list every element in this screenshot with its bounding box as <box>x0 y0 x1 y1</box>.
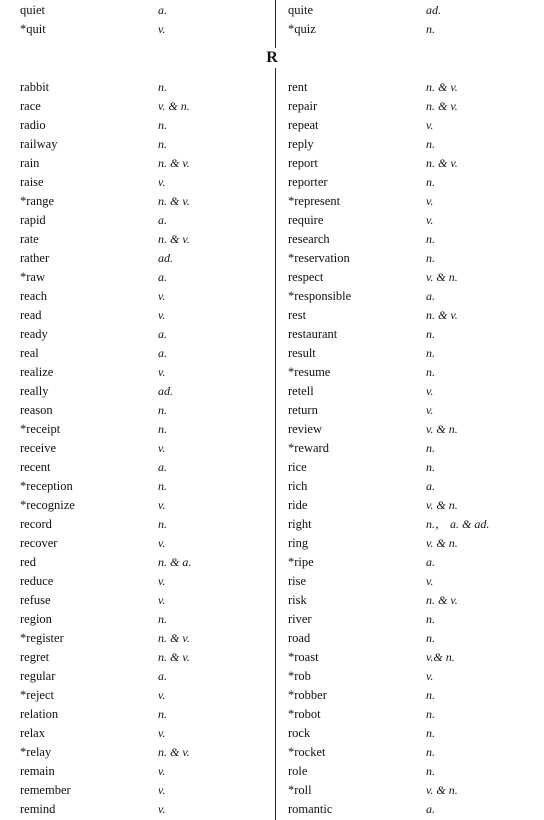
entry-pos: ad. <box>158 384 173 398</box>
list-item <box>0 572 275 591</box>
entry-word: *roast <box>288 650 319 664</box>
list-item <box>276 230 544 249</box>
list-item <box>0 610 275 629</box>
entry-pos: n. <box>158 118 167 132</box>
entry-word: *rocket <box>288 745 326 759</box>
entry-word: rise <box>288 574 307 588</box>
entry-pos: v. <box>426 384 434 398</box>
entry-pos: a. <box>158 3 167 17</box>
entry-pos: n. & v. <box>158 650 190 664</box>
entry-pos: v. <box>158 498 166 512</box>
list-item <box>276 515 544 534</box>
entry-pos: v.& n. <box>426 650 455 664</box>
list-item <box>0 553 275 572</box>
list-item <box>276 534 544 553</box>
entry-pos: v. <box>426 669 434 683</box>
list-item <box>276 648 544 667</box>
entry-word: rate <box>20 232 39 246</box>
entry-pos: n. <box>426 137 435 151</box>
entry-pos: a. <box>158 327 167 341</box>
entry-word: quiet <box>20 3 45 17</box>
list-item <box>276 629 544 648</box>
entry-pos: n. & v. <box>426 593 458 607</box>
entry-word: railway <box>20 137 58 151</box>
list-item <box>0 515 275 534</box>
list-item <box>0 781 275 800</box>
entry-pos: v. & n. <box>426 498 458 512</box>
list-item <box>276 705 544 724</box>
list-item <box>0 116 275 135</box>
list-item <box>276 249 544 268</box>
list-item <box>0 591 275 610</box>
entry-word: repair <box>288 99 318 113</box>
entry-word: rice <box>288 460 307 474</box>
entry-word: rock <box>288 726 311 740</box>
entry-pos: n. <box>426 631 435 645</box>
list-item <box>0 705 275 724</box>
entry-pos: a. <box>426 802 435 816</box>
entry-pos: ad. <box>426 3 441 17</box>
entry-word: refuse <box>20 593 51 607</box>
entry-word: *resume <box>288 365 331 379</box>
entry-word: rich <box>288 479 308 493</box>
list-item <box>0 686 275 705</box>
entry-pos: n. & a. <box>158 555 192 569</box>
entry-word: reduce <box>20 574 54 588</box>
entry-pos: n. <box>426 232 435 246</box>
list-item <box>0 211 275 230</box>
list-item <box>0 268 275 287</box>
entry-pos: n. <box>426 726 435 740</box>
entry-pos: n. & v. <box>426 308 458 322</box>
entry-pos: a. <box>158 669 167 683</box>
entry-word: raise <box>20 175 44 189</box>
list-item <box>276 287 544 306</box>
entry-pos: v. & n. <box>426 270 458 284</box>
list-item <box>0 1 275 20</box>
entry-pos: n. & v. <box>158 232 190 246</box>
entry-pos: v. <box>158 764 166 778</box>
list-item <box>276 477 544 496</box>
list-item <box>0 230 275 249</box>
entry-pos: n. <box>426 612 435 626</box>
list-item <box>276 572 544 591</box>
entry-word: reach <box>20 289 48 303</box>
entry-pos: v. <box>158 22 166 36</box>
entry-pos: n. <box>426 745 435 759</box>
entry-word: road <box>288 631 311 645</box>
entry-word: really <box>20 384 49 398</box>
entry-word: *receipt <box>20 422 61 436</box>
list-item <box>0 401 275 420</box>
list-item <box>0 78 275 97</box>
list-item <box>276 591 544 610</box>
entry-pos: ad. <box>158 251 173 265</box>
entry-pos: n. <box>426 22 435 36</box>
entry-pos: v. & n. <box>158 99 190 113</box>
entry-word: *register <box>20 631 64 645</box>
entry-pos: n. <box>426 707 435 721</box>
entry-pos: n. <box>158 422 167 436</box>
entry-pos: n. & v. <box>426 156 458 170</box>
list-item <box>0 344 275 363</box>
entry-word: return <box>288 403 318 417</box>
list-item <box>0 382 275 401</box>
entry-word: *ripe <box>288 555 314 569</box>
entry-word: reason <box>20 403 53 417</box>
list-item <box>276 344 544 363</box>
entry-pos: v. & n. <box>426 422 458 436</box>
entry-pos: a. <box>158 270 167 284</box>
entry-pos: a. <box>426 555 435 569</box>
entry-word: *robber <box>288 688 327 702</box>
list-item <box>276 363 544 382</box>
entry-word: reply <box>288 137 314 151</box>
list-item <box>276 401 544 420</box>
section-letter: R <box>260 49 284 66</box>
entry-word: repeat <box>288 118 319 132</box>
entry-word: relax <box>20 726 45 740</box>
entry-pos: n. & v. <box>158 156 190 170</box>
list-item <box>276 173 544 192</box>
list-item <box>0 420 275 439</box>
entry-pos: v. <box>158 593 166 607</box>
entry-word: regret <box>20 650 50 664</box>
list-item <box>276 686 544 705</box>
entry-pos: v. <box>158 308 166 322</box>
entry-word: remain <box>20 764 55 778</box>
list-item <box>0 629 275 648</box>
entry-pos: n. <box>426 175 435 189</box>
entry-word: rapid <box>20 213 46 227</box>
list-item <box>276 458 544 477</box>
entry-word: real <box>20 346 39 360</box>
list-item <box>0 249 275 268</box>
entry-pos: n.， a. & ad. <box>426 517 490 531</box>
right-word-list <box>276 78 544 819</box>
entry-word: regular <box>20 669 56 683</box>
entry-pos: n. & v. <box>158 745 190 759</box>
list-item <box>276 20 544 39</box>
entry-pos: n. <box>426 346 435 360</box>
list-item <box>0 325 275 344</box>
entry-word: record <box>20 517 52 531</box>
entry-pos: n. <box>158 80 167 94</box>
entry-pos: n. & v. <box>426 80 458 94</box>
entry-word: realize <box>20 365 54 379</box>
entry-word: read <box>20 308 42 322</box>
entry-pos: n. <box>426 441 435 455</box>
entry-word: rent <box>288 80 308 94</box>
list-item <box>276 268 544 287</box>
entry-word: *quit <box>20 22 46 36</box>
entry-pos: v. <box>158 441 166 455</box>
list-item <box>276 553 544 572</box>
entry-pos: v. <box>158 574 166 588</box>
entry-pos: a. <box>158 346 167 360</box>
list-item <box>276 667 544 686</box>
entry-word: *reservation <box>288 251 350 265</box>
list-item <box>0 192 275 211</box>
entry-word: *raw <box>20 270 45 284</box>
entry-pos: a. <box>426 289 435 303</box>
entry-pos: v. <box>158 726 166 740</box>
list-item <box>276 116 544 135</box>
entry-pos: n. & v. <box>426 99 458 113</box>
entry-word: *reject <box>20 688 55 702</box>
entry-word: require <box>288 213 324 227</box>
entry-word: remind <box>20 802 56 816</box>
list-item <box>0 97 275 116</box>
entry-pos: v. <box>158 175 166 189</box>
entry-word: quite <box>288 3 313 17</box>
list-item <box>276 211 544 230</box>
list-item <box>276 800 544 819</box>
entry-word: *quiz <box>288 22 316 36</box>
list-item <box>0 135 275 154</box>
entry-word: *represent <box>288 194 341 208</box>
entry-pos: n. <box>158 137 167 151</box>
list-item <box>276 192 544 211</box>
entry-word: *robot <box>288 707 321 721</box>
entry-pos: v. & n. <box>426 536 458 550</box>
entry-pos: n. & v. <box>158 194 190 208</box>
entry-word: receive <box>20 441 57 455</box>
list-item <box>276 439 544 458</box>
top-right-list <box>276 1 544 39</box>
entry-pos: n. <box>426 251 435 265</box>
entry-pos: n. <box>158 612 167 626</box>
list-item <box>276 325 544 344</box>
entry-word: respect <box>288 270 324 284</box>
entry-word: retell <box>288 384 314 398</box>
entry-word: river <box>288 612 312 626</box>
entry-word: reporter <box>288 175 328 189</box>
entry-word: romantic <box>288 802 333 816</box>
entry-word: research <box>288 232 330 246</box>
top-left-list <box>0 1 275 39</box>
left-word-list <box>0 78 275 819</box>
entry-word: *rob <box>288 669 311 683</box>
entry-word: *recognize <box>20 498 75 512</box>
entry-pos: a. <box>158 213 167 227</box>
list-item <box>0 800 275 819</box>
list-item <box>0 287 275 306</box>
entry-pos: v. <box>158 536 166 550</box>
entry-pos: v. <box>426 213 434 227</box>
entry-word: role <box>288 764 308 778</box>
entry-word: rabbit <box>20 80 50 94</box>
entry-word: *responsible <box>288 289 352 303</box>
entry-pos: a. <box>426 479 435 493</box>
entry-pos: n. <box>158 479 167 493</box>
entry-word: rest <box>288 308 307 322</box>
list-item <box>276 1 544 20</box>
list-item <box>0 439 275 458</box>
entry-word: risk <box>288 593 307 607</box>
list-item <box>0 496 275 515</box>
list-item <box>0 534 275 553</box>
entry-word: radio <box>20 118 46 132</box>
entry-word: relation <box>20 707 59 721</box>
entry-pos: v. <box>158 783 166 797</box>
entry-word: right <box>288 517 312 531</box>
list-item <box>0 173 275 192</box>
list-item <box>276 97 544 116</box>
list-item <box>276 724 544 743</box>
entry-word: review <box>288 422 323 436</box>
entry-pos: v. <box>158 802 166 816</box>
list-item <box>276 610 544 629</box>
list-item <box>0 648 275 667</box>
entry-word: ring <box>288 536 309 550</box>
entry-pos: v. <box>426 574 434 588</box>
entry-pos: n. <box>426 460 435 474</box>
list-item <box>276 743 544 762</box>
list-item <box>276 496 544 515</box>
list-item <box>276 420 544 439</box>
entry-pos: n. <box>426 688 435 702</box>
entry-pos: n. <box>426 365 435 379</box>
list-item <box>0 743 275 762</box>
entry-pos: v. <box>426 403 434 417</box>
list-item <box>276 781 544 800</box>
list-item <box>0 20 275 39</box>
entry-pos: n. <box>158 403 167 417</box>
entry-word: rain <box>20 156 40 170</box>
list-item <box>0 154 275 173</box>
list-item <box>276 762 544 781</box>
entry-word: ready <box>20 327 48 341</box>
entry-pos: a. <box>158 460 167 474</box>
list-item <box>0 724 275 743</box>
entry-pos: v. <box>158 289 166 303</box>
entry-word: recover <box>20 536 58 550</box>
entry-pos: n. <box>426 327 435 341</box>
list-item <box>0 667 275 686</box>
list-item <box>0 306 275 325</box>
list-item <box>276 382 544 401</box>
entry-word: race <box>20 99 41 113</box>
entry-word: *reward <box>288 441 329 455</box>
section-heading <box>0 48 544 68</box>
entry-word: report <box>288 156 318 170</box>
list-item <box>276 154 544 173</box>
entry-pos: v. <box>426 118 434 132</box>
entry-pos: v. <box>158 688 166 702</box>
entry-pos: n. <box>426 764 435 778</box>
entry-pos: v. <box>426 194 434 208</box>
list-item <box>276 135 544 154</box>
entry-word: *reception <box>20 479 73 493</box>
entry-word: red <box>20 555 36 569</box>
entry-word: *range <box>20 194 55 208</box>
entry-word: rather <box>20 251 50 265</box>
list-item <box>276 306 544 325</box>
entry-word: result <box>288 346 316 360</box>
list-item <box>0 477 275 496</box>
entry-pos: v. & n. <box>426 783 458 797</box>
list-item <box>0 762 275 781</box>
entry-word: *relay <box>20 745 52 759</box>
entry-word: region <box>20 612 52 626</box>
list-item <box>0 458 275 477</box>
entry-word: *roll <box>288 783 312 797</box>
entry-word: ride <box>288 498 308 512</box>
entry-pos: n. <box>158 707 167 721</box>
entry-pos: n. <box>158 517 167 531</box>
entry-pos: n. & v. <box>158 631 190 645</box>
list-item <box>276 78 544 97</box>
entry-word: restaurant <box>288 327 338 341</box>
list-item <box>0 363 275 382</box>
entry-pos: v. <box>158 365 166 379</box>
entry-word: recent <box>20 460 51 474</box>
entry-word: remember <box>20 783 71 797</box>
